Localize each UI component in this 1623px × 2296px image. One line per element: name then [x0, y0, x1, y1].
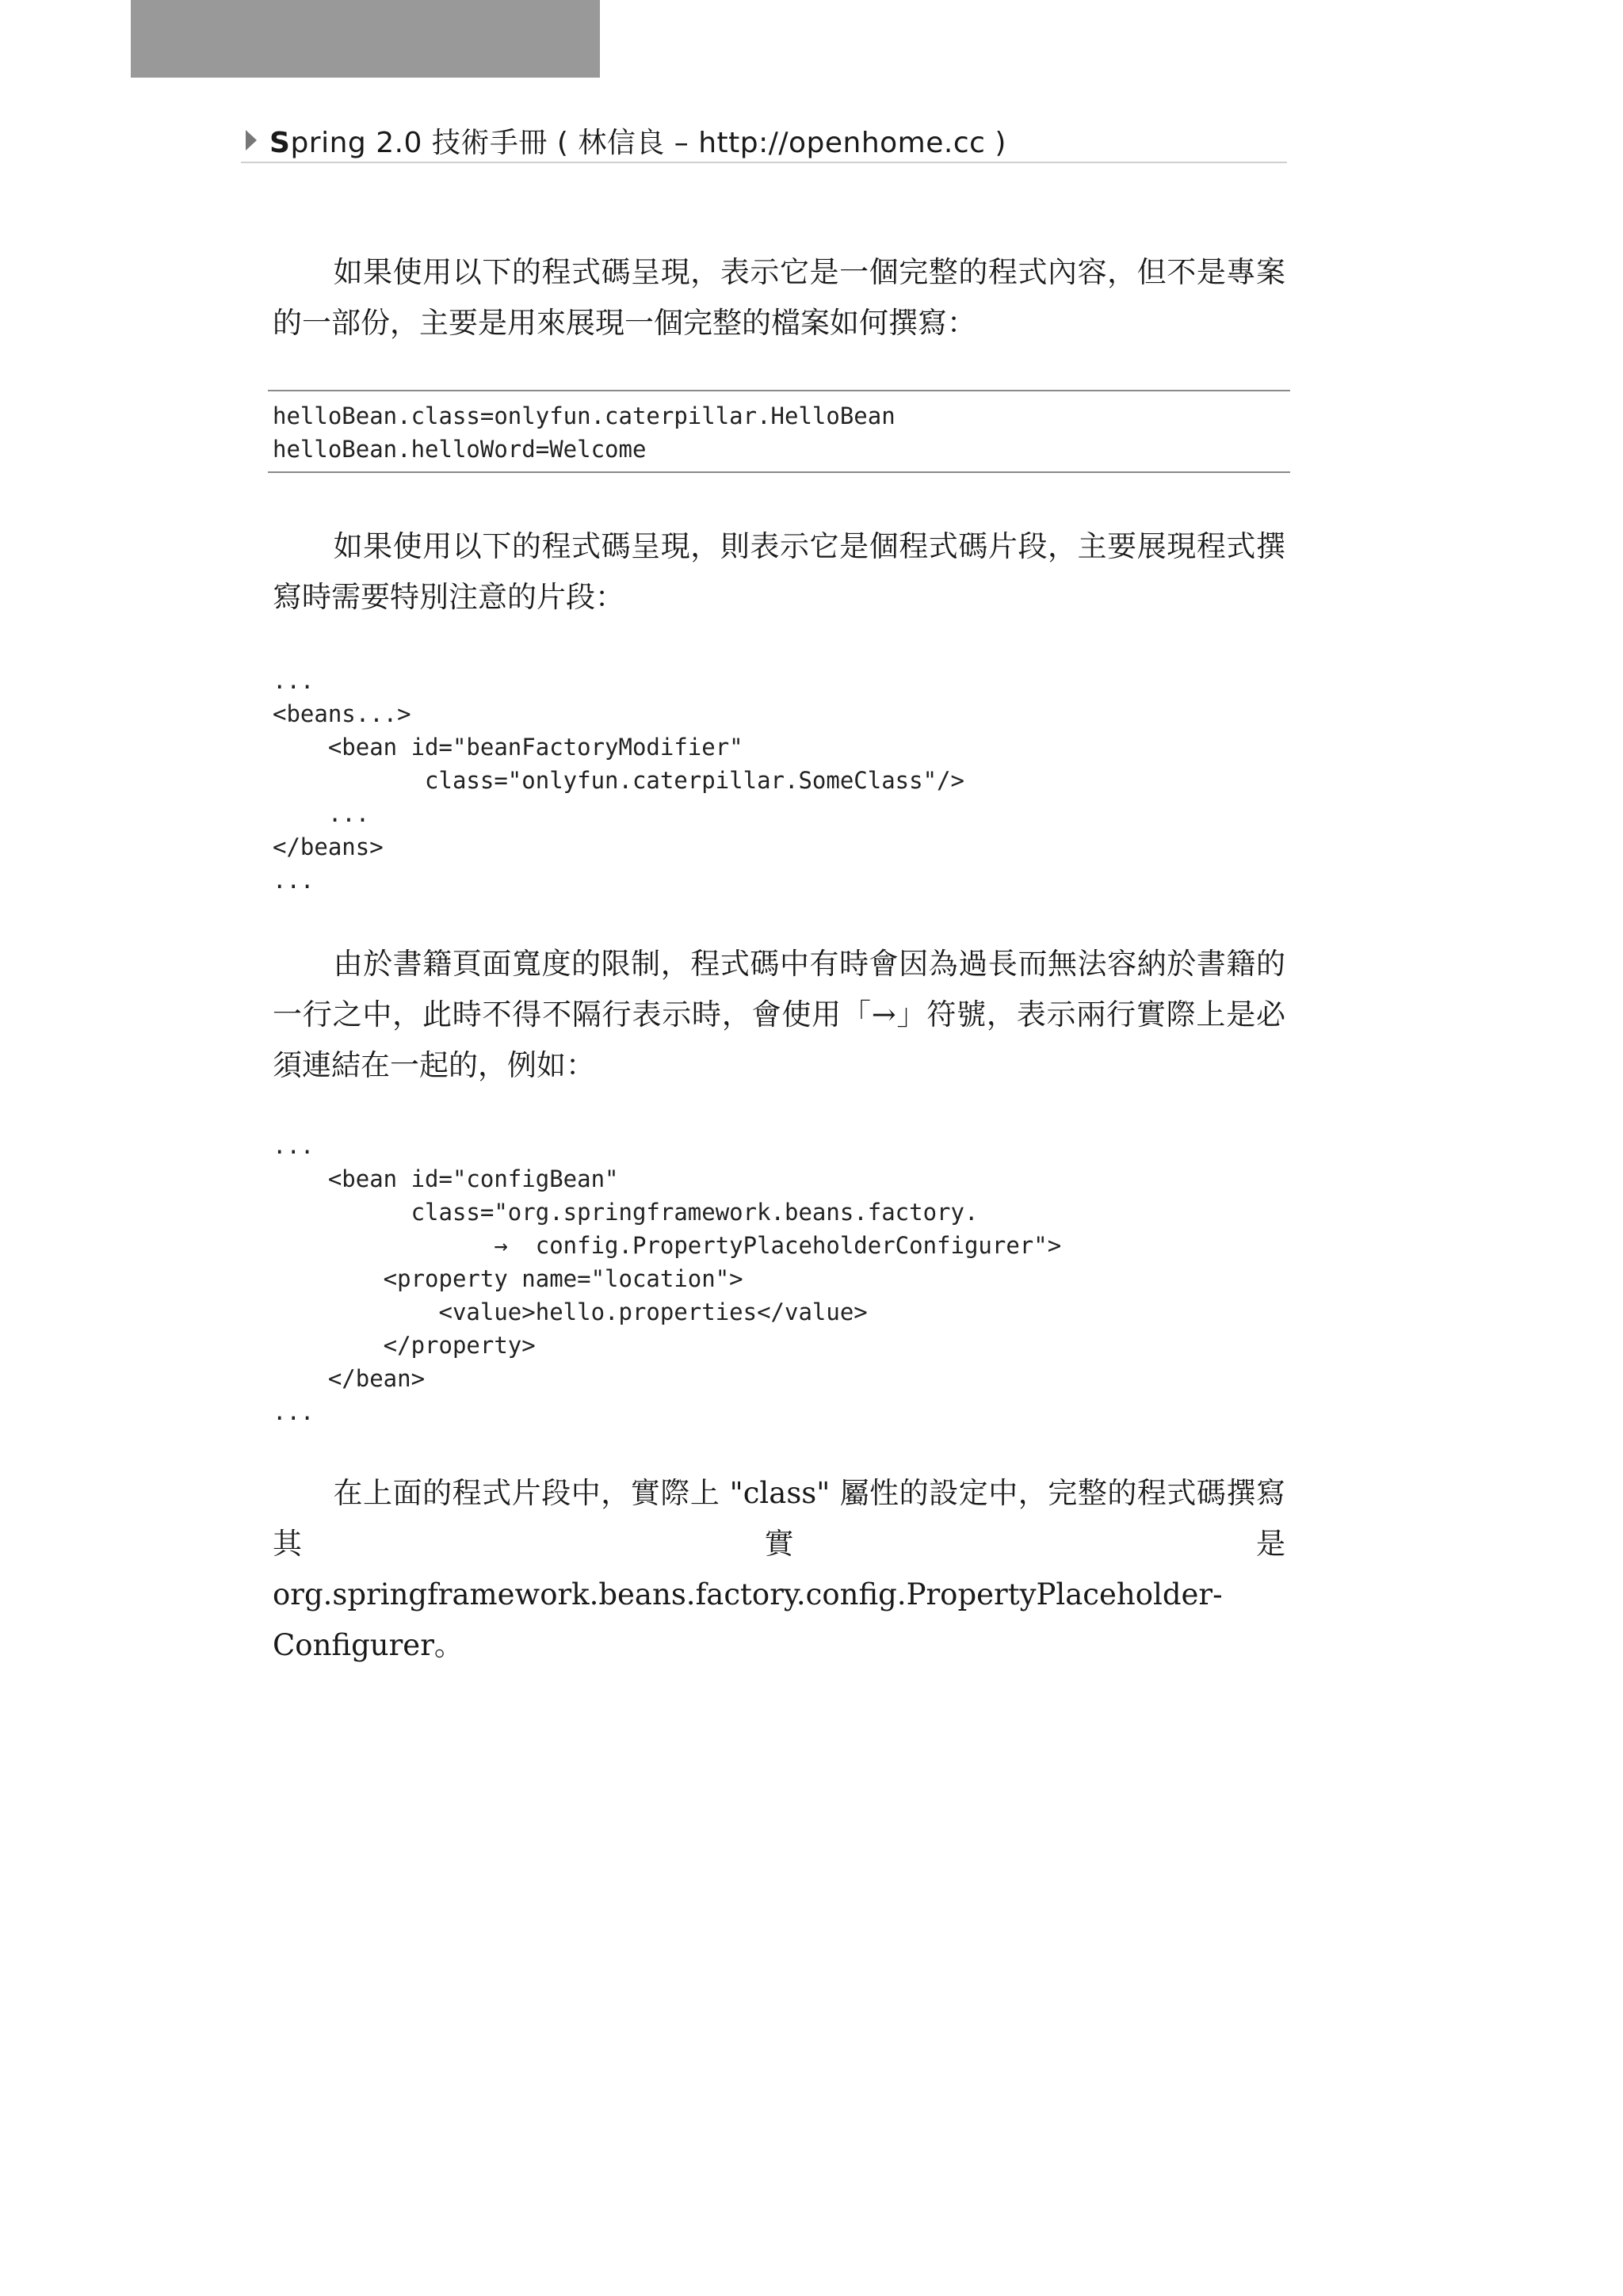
page-tab-marker: [131, 0, 600, 78]
code-bottom-rule: [268, 471, 1290, 473]
paragraph-text: 如果使用以下的程式碼呈現，則表示它是個程式碼片段，主要展現程式撰寫時需要特別注意的片段：: [273, 529, 1285, 614]
code-block-properties: helloBean.class=onlyfun.caterpillar.HelloBean helloBean.helloWord=Welcome: [273, 402, 896, 463]
code-top-rule: [268, 390, 1290, 391]
paragraph-text: 在上面的程式片段中，實際上 "class" 屬性的設定中，完整的程式碼撰寫其實是 org.springframework.beans.factory.config.PropertyPlaceholder-Configurer。: [273, 1476, 1285, 1662]
running-header: [241, 117, 1287, 163]
book-title-rest: pring 2.0 技術手冊 ( 林信良 – http://openhome.cc ): [290, 127, 1006, 159]
book-title-initial: S: [269, 127, 291, 159]
paragraph-line-wrap-note: [273, 939, 1285, 1091]
code-block-wrapped: ... <bean id="configBean" class="org.springframework.beans.factory. → config.PropertyPlaceholderConfigurer"> <property name="location"> <value>hello.properties</value> </property> </bean> ...: [273, 1132, 1062, 1425]
code-block-fragment: ... <beans...> <bean id="beanFactoryModifier" class="onlyfun.caterpillar.SomeClass"/> ... </beans> ...: [273, 667, 964, 894]
book-title: [269, 120, 1006, 161]
triangle-bullet-icon: [246, 130, 257, 151]
paragraph-full-class-name: [273, 1468, 1285, 1671]
paragraph-text: 由於書籍頁面寬度的限制，程式碼中有時會因為過長而無法容納於書籍的一行之中，此時不得不隔行表示時，會使用「→」符號，表示兩行實際上是必須連結在一起的，例如：: [273, 947, 1285, 1082]
paragraph-intro-complete: [273, 247, 1285, 349]
paragraph-intro-fragment: [273, 521, 1285, 623]
paragraph-text: 如果使用以下的程式碼呈現，表示它是一個完整的程式內容，但不是專案的一部份，主要是用來展現一個完整的檔案如何撰寫：: [273, 255, 1285, 340]
